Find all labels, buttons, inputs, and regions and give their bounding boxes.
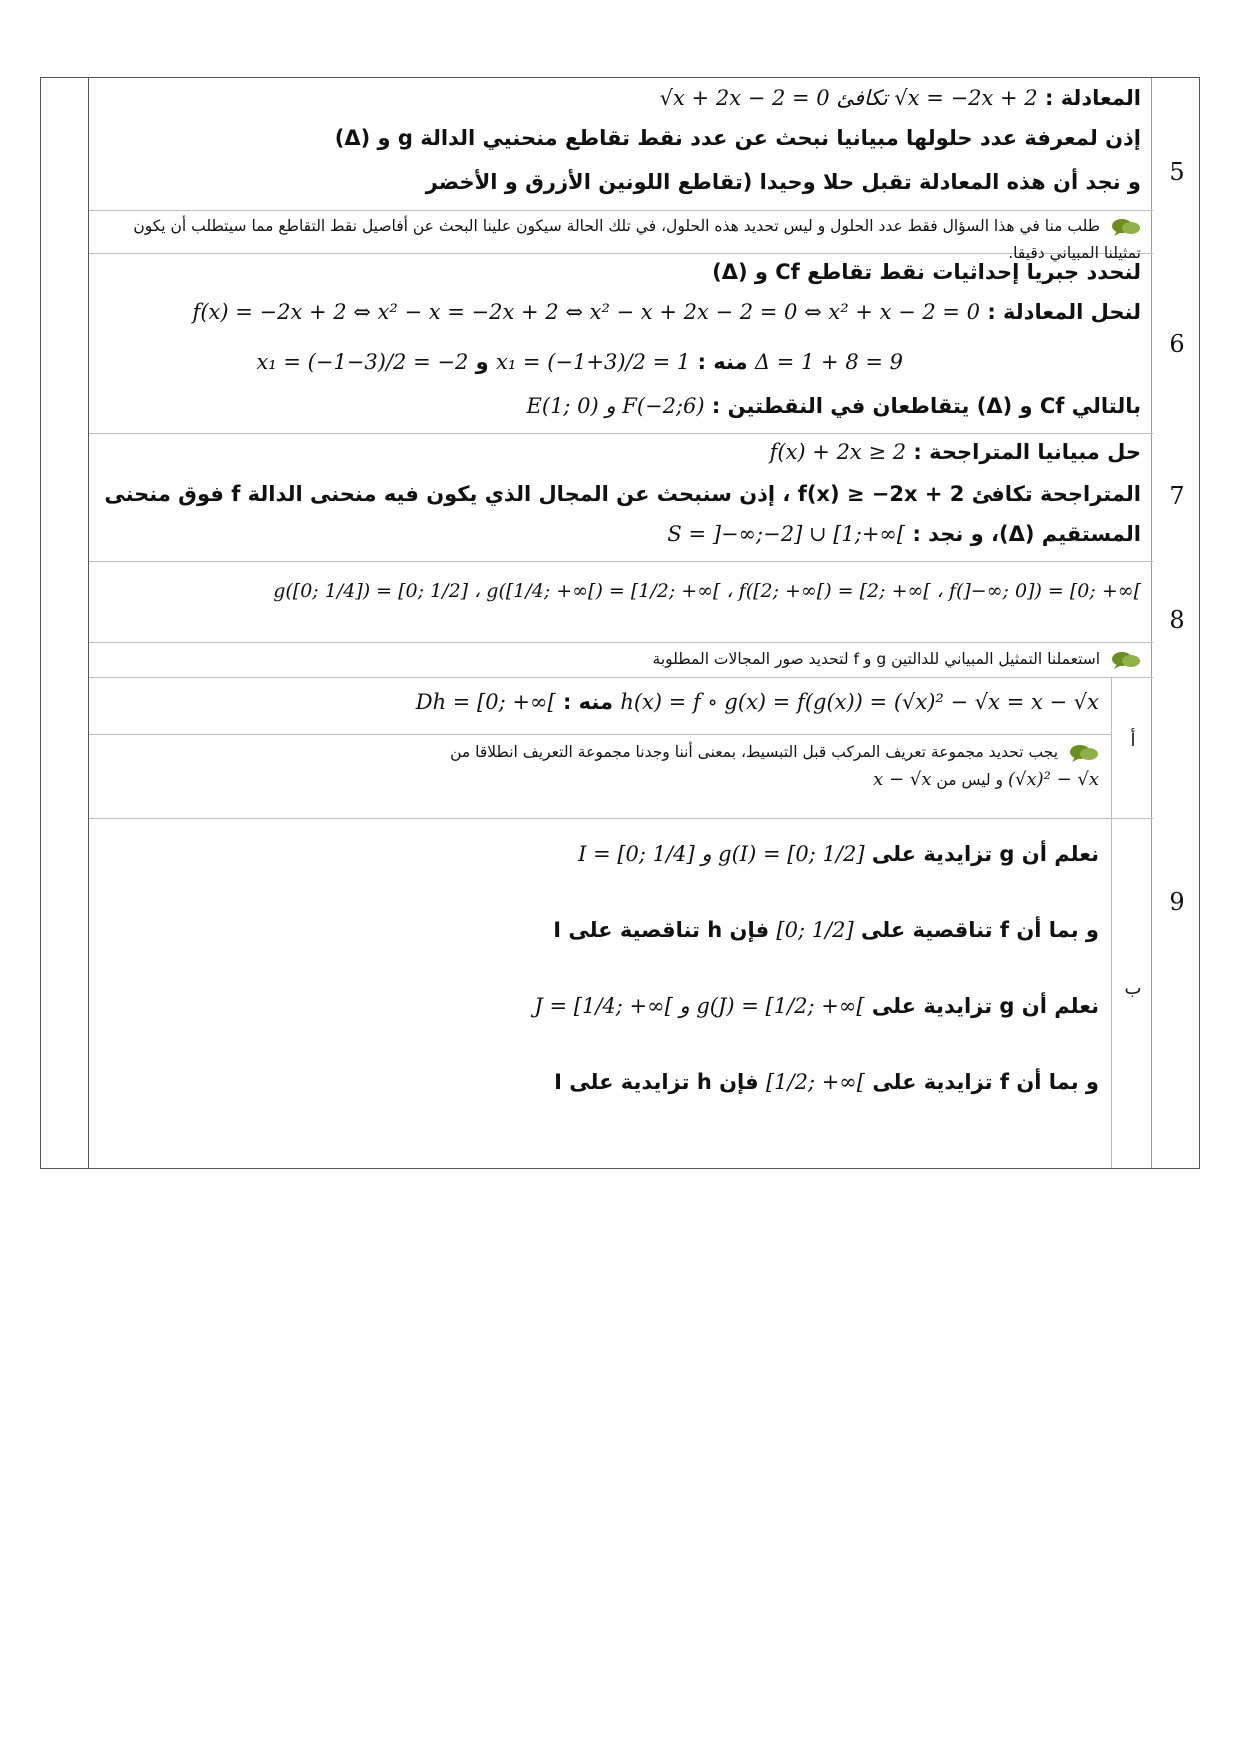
q5-equation: √x + 2x − 2 = 0 تكافئ √x = −2x + 2 [659,86,1038,110]
row-q6 [89,254,1185,434]
q9a-note: يجب تحديد مجموعة تعريف المركب قبل التبسيط، بمعنى أننا وجدنا مجموعة التعريف انطلاقا من (√x)² − √x و ليس من x − √x [450,743,1099,790]
comment-bubble-icon [1111,217,1141,237]
q6-line3: Δ = 1 + 8 = 9 منه : x₁ = (−1+3)/2 = 1 و x₁ = (−1−3)/2 = −2 [256,350,903,374]
part-letter: أ [1130,730,1136,751]
q5-line1: المعادلة : √x + 2x − 2 = 0 تكافئ √x = −2x + 2 [659,86,1141,110]
question-number: 7 [1169,482,1185,510]
q7-line3: المستقيم (Δ)، و نجد : S = ]−∞;−2] ∪ [1;+∞[ [667,522,1141,546]
row-q7 [89,434,1185,562]
row-q5 [89,78,1185,262]
question-number: 8 [1169,606,1185,634]
part-a-letter-cell [1111,678,1153,818]
q5-line2: إذن لمعرفة عدد حلولها مبيانيا نبحث عن عدد نقط تقاطع منحنيي الدالة g و (Δ) [334,126,1141,150]
q7-line1: حل مبيانيا المتراجحة : f(x) + 2x ≥ 2 [769,440,1141,464]
q5-line3: و نجد أن هذه المعادلة تقبل حلا وحيدا (تقاطع اللونين الأزرق و الأخضر [425,170,1141,194]
comment-bubble-icon [1069,743,1099,763]
q9b-line1: نعلم أن g تزايدية على I = [0; 1/4] و g(I) = [0; 1/2] [578,842,1099,866]
answer-table [40,77,1200,1169]
q9a-note-box [89,734,1111,819]
q9a-line1: h(x) = f ∘ g(x) = f(g(x)) = (√x)² − √x = x − √x منه : Dh = [0; +∞[ [415,690,1099,714]
q6-line4: بالتالي Cf و (Δ) يتقاطعان في النقطتين : E(1; 0) و F(−2;6) [526,394,1141,418]
question-number: 9 [1169,888,1185,916]
question-number: 5 [1169,158,1185,186]
question-number: 6 [1169,330,1185,358]
q7-line2: المتراجحة تكافئ f(x) ≥ −2x + 2 ، إذن سنبحث عن المجال الذي يكون فيه منحنى الدالة f فوق منحنى [104,482,1141,506]
q8-note: استعملنا التمثيل المبياني للدالتين g و f لتحديد صور المجالات المطلوبة [99,646,1141,673]
q9b-line4: و بما أن f تزايدية على [1/2; +∞[ فإن h تزايدية على I [554,1070,1099,1094]
margin-column [41,78,89,1168]
q8-line1 [273,580,1141,602]
q6-line2: لنحل المعادلة : f(x) = −2x + 2 ⇔ x² − x = −2x + 2 ⇔ x² − x + 2x − 2 = 0 ⇔ x² + x − 2 = 0 [192,300,1141,324]
row-q9 [89,678,1185,1168]
q9b-line3: نعلم أن g تزايدية على J = [1/4; +∞[ و g(J) = [1/2; +∞[ [534,994,1099,1018]
q5-note-box [89,210,1153,262]
domain-h: Dh = [0; +∞[ [415,690,556,714]
q6-line1: لنحدد جبريا إحداثيات نقط تقاطع Cf و (Δ) [712,260,1141,284]
q6-intersection-points: E(1; 0) و F(−2;6) [526,394,705,418]
q9b-line2: و بما أن f تناقصية على [0; 1/2] فإن h تناقصية على I [553,918,1099,942]
q5-note: طلب منا في هذا السؤال فقط عدد الحلول و ليس تحديد هذه الحلول، في تلك الحالة سيكون علينا البحث عن أفاصيل نقط التقاطع مما سيتطلب أن يكون تمثيلنا المبياني دقيقا. [133,217,1141,262]
q8-note-box [89,642,1153,679]
comment-bubble-icon [1111,650,1141,670]
row-q8 [89,562,1185,678]
part-b-letter-cell [1111,818,1153,1168]
part-letter: ب [1124,978,1142,999]
q7-solution-set: S = ]−∞;−2] ∪ [1;+∞[ [667,522,906,546]
q8-images: g([0; 1/4]) = [0; 1/2] ، g([1/4; +∞[) = [1/2; +∞[ ، f([2; +∞[) = [2; +∞[ ، f(]−∞; 0]) = [0; +∞[ [273,580,1141,602]
q6-equation-chain: f(x) = −2x + 2 ⇔ x² − x = −2x + 2 ⇔ x² − x + 2x − 2 = 0 ⇔ x² + x − 2 = 0 [192,300,981,324]
